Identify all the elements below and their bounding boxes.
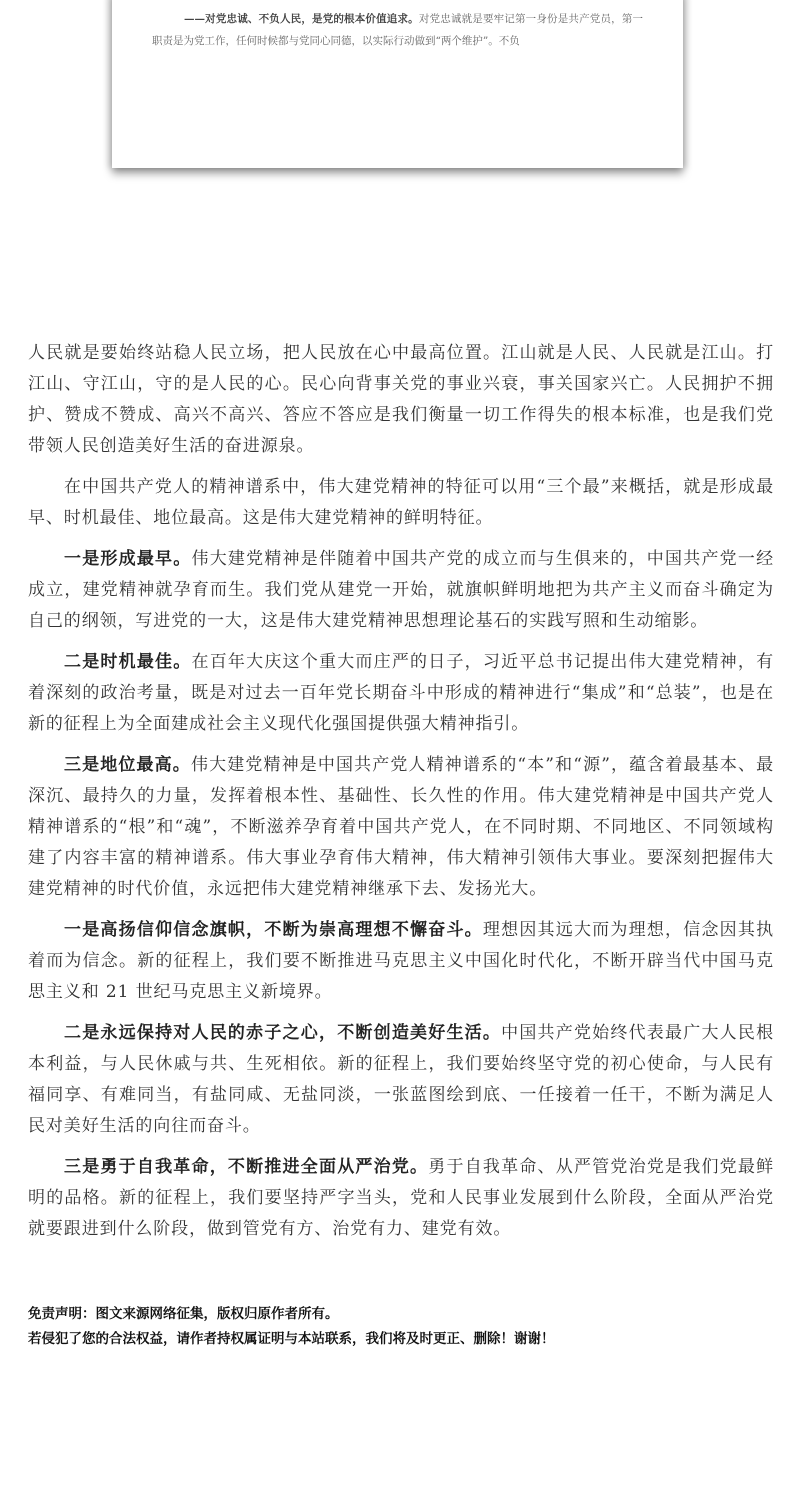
paragraph-text: 伟大建党精神是中国共产党人精神谱系的“本”和“源”，蕴含着最基本、最深沉、最持久的力量，发挥着根本性、基础性、长久性的作用。伟大建党精神是中国共产党人精神谱系的“根”和“魂”，不断滋养孕育着中国共产党人，在不同时期、不同地区、不同领域构建了内容丰富的精神谱系。伟大事业孕育伟大精神，伟大精神引领伟大事业。要深刻把握伟大建党精神的时代价值，永远把伟大建党精神继承下去、发扬光大。 — [28, 755, 774, 899]
paragraph-lead: 一是形成最早。 — [64, 549, 192, 569]
paragraph — [28, 647, 774, 740]
paragraph-text: 理想因其远大而为理想，信念因其执着而为信念。新的征程上，我们要不断推进马克思主义中国化时代化，不断开辟当代中国马克思主义和 21 世纪马克思主义新境界。 — [28, 920, 774, 1002]
paragraph-text: 人民就是要始终站稳人民立场，把人民放在心中最高位置。江山就是人民、人民就是江山。打江山、守江山，守的是人民的心。民心向背事关党的事业兴衰，事关国家兴亡。人民拥护不拥护、赞成不赞成、高兴不高兴、答应不答应是我们衡量一切工作得失的根本标准，也是我们党带领人民创造美好生活的奋进源泉。 — [28, 343, 774, 456]
paragraph — [28, 544, 774, 637]
disclaimer — [28, 1302, 555, 1352]
paragraph-text: 在中国共产党人的精神谱系中，伟大建党精神的特征可以用“三个最”来概括，就是形成最早、时机最佳、地位最高。这是伟大建党精神的鲜明特征。 — [28, 477, 774, 528]
paragraph-lead: 三是勇于自我革命，不断推进全面从严治党。 — [64, 1157, 429, 1177]
paragraph — [28, 338, 774, 462]
paragraph-lead: 二是时机最佳。 — [64, 652, 192, 672]
card-body: 对党忠诚就是要牢记第一身份是共产党员，第一职责是为党工作，任何时候都与党同心同德，以实际行动做到“两个维护”。不负 — [152, 13, 644, 47]
paragraph-lead: 一是高扬信仰信念旗帜，不断为崇高理想不懈奋斗。 — [64, 920, 483, 940]
disclaimer-line: 免责声明：图文来源网络征集，版权归原作者所有。 — [28, 1306, 339, 1322]
disclaimer-line: 若侵犯了您的合法权益，请作者持权属证明与本站联系，我们将及时更正、删除！谢谢！ — [28, 1331, 555, 1347]
card-text — [152, 8, 643, 52]
paragraph — [28, 1152, 774, 1245]
paragraph-text: 伟大建党精神是伴随着中国共产党的成立而与生俱来的，中国共产党一经成立，建党精神就孕育而生。我们党从建党一开始，就旗帜鲜明地把为共产主义而奋斗确定为自己的纲领，写进党的一大，这是伟大建党精神思想理论基石的实践写照和生动缩影。 — [28, 549, 774, 631]
paragraph — [28, 472, 774, 534]
paragraph — [28, 1018, 774, 1142]
paragraph-text: 在百年大庆这个重大而庄严的日子，习近平总书记提出伟大建党精神，有着深刻的政治考量，既是对过去一百年党长期奋斗中形成的精神进行“集成”和“总装”，也是在新的征程上为全面建成社会主义现代化强国提供强大精神指引。 — [28, 652, 774, 734]
paragraph-text: 勇于自我革命、从严管党治党是我们党最鲜明的品格。新的征程上，我们要坚持严字当头，党和人民事业发展到什么阶段，全面从严治党就要跟进到什么阶段，做到管党有方、治党有力、建党有效。 — [28, 1157, 774, 1239]
paragraph-lead: 二是永远保持对人民的赤子之心，不断创造美好生活。 — [64, 1023, 502, 1043]
card-bold-heading: ——对党忠诚、不负人民，是党的根本价值追求。 — [184, 13, 419, 25]
paragraph-text: 中国共产党始终代表最广大人民根本利益，与人民休戚与共、生死相依。新的征程上，我们要始终坚守党的初心使命，与人民有福同享、有难同当，有盐同咸、无盐同淡，一张蓝图绘到底、一任接着一任干，不断为满足人民对美好生活的向往而奋斗。 — [28, 1023, 774, 1136]
article-body — [28, 338, 774, 1255]
paragraph — [28, 750, 774, 905]
quoted-document-card — [112, 0, 683, 168]
paragraph-lead: 三是地位最高。 — [64, 755, 191, 775]
paragraph — [28, 915, 774, 1008]
